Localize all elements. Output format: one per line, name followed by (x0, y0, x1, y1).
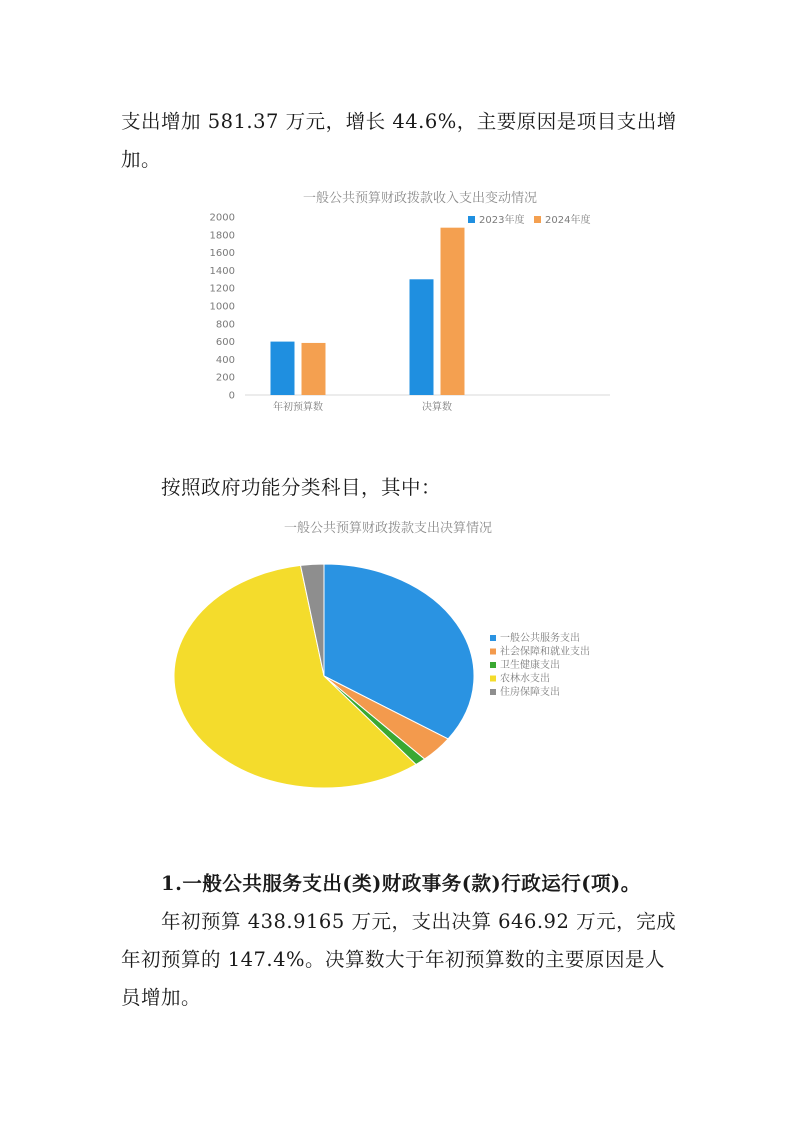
y-tick-label: 1000 (209, 301, 235, 313)
paragraph-line: 支出增加 581.37 万元，增长 44.6%，主要原因是项目支出增 (121, 110, 677, 133)
y-tick-label: 1600 (209, 248, 235, 260)
legend-swatch (534, 216, 541, 223)
paragraph-line: 年初预算的 147.4%。决算数大于年初预算数的主要原因是人 (121, 948, 666, 971)
legend-swatch (490, 662, 496, 668)
section-heading: 1.一般公共服务支出(类)财政事务(款)行政运行(项)。 (161, 872, 641, 895)
y-tick-label: 800 (215, 319, 235, 331)
x-tick-label: 决算数 (422, 402, 452, 413)
legend-label: 一般公共服务支出 (500, 633, 580, 644)
bar-chart (0, 180, 793, 420)
pie-chart (0, 508, 793, 808)
y-tick-label: 1200 (209, 283, 235, 295)
legend-label: 社会保障和就业支出 (500, 646, 590, 658)
y-tick-label: 600 (215, 337, 235, 349)
paragraph-line: 按照政府功能分类科目，其中： (161, 476, 442, 499)
bar-1 (271, 342, 295, 395)
legend-label: 卫生健康支出 (500, 660, 560, 671)
y-tick-label: 1400 (209, 265, 235, 277)
chart-title: 一般公共预算财政拨款支出决算情况 (283, 521, 493, 536)
legend-label: 2024年度 (545, 215, 591, 226)
legend-swatch (490, 689, 496, 695)
legend-swatch (490, 649, 496, 655)
paragraph-line: 加。 (121, 148, 162, 171)
legend-swatch (468, 216, 475, 223)
y-tick-label: 0 (228, 390, 235, 402)
x-tick-label: 年初预算数 (273, 402, 323, 413)
paragraph-line: 年初预算 438.9165 万元，支出决算 646.92 万元，完成 (161, 910, 677, 933)
bar-1 (410, 279, 434, 395)
legend-label: 住房保障支出 (500, 687, 560, 698)
legend-swatch (490, 676, 496, 682)
bar-2 (302, 343, 326, 395)
bar-2 (441, 228, 465, 395)
y-tick-label: 400 (215, 354, 235, 366)
legend-swatch (490, 635, 496, 641)
chart-title: 一般公共预算财政拨款收入支出变动情况 (302, 191, 538, 206)
y-tick-label: 2000 (209, 212, 235, 224)
y-tick-label: 200 (215, 372, 235, 384)
paragraph-line: 员增加。 (121, 986, 202, 1009)
y-tick-label: 1800 (209, 230, 235, 242)
legend-label: 农林水支出 (500, 673, 550, 685)
legend-label: 2023年度 (479, 215, 525, 226)
